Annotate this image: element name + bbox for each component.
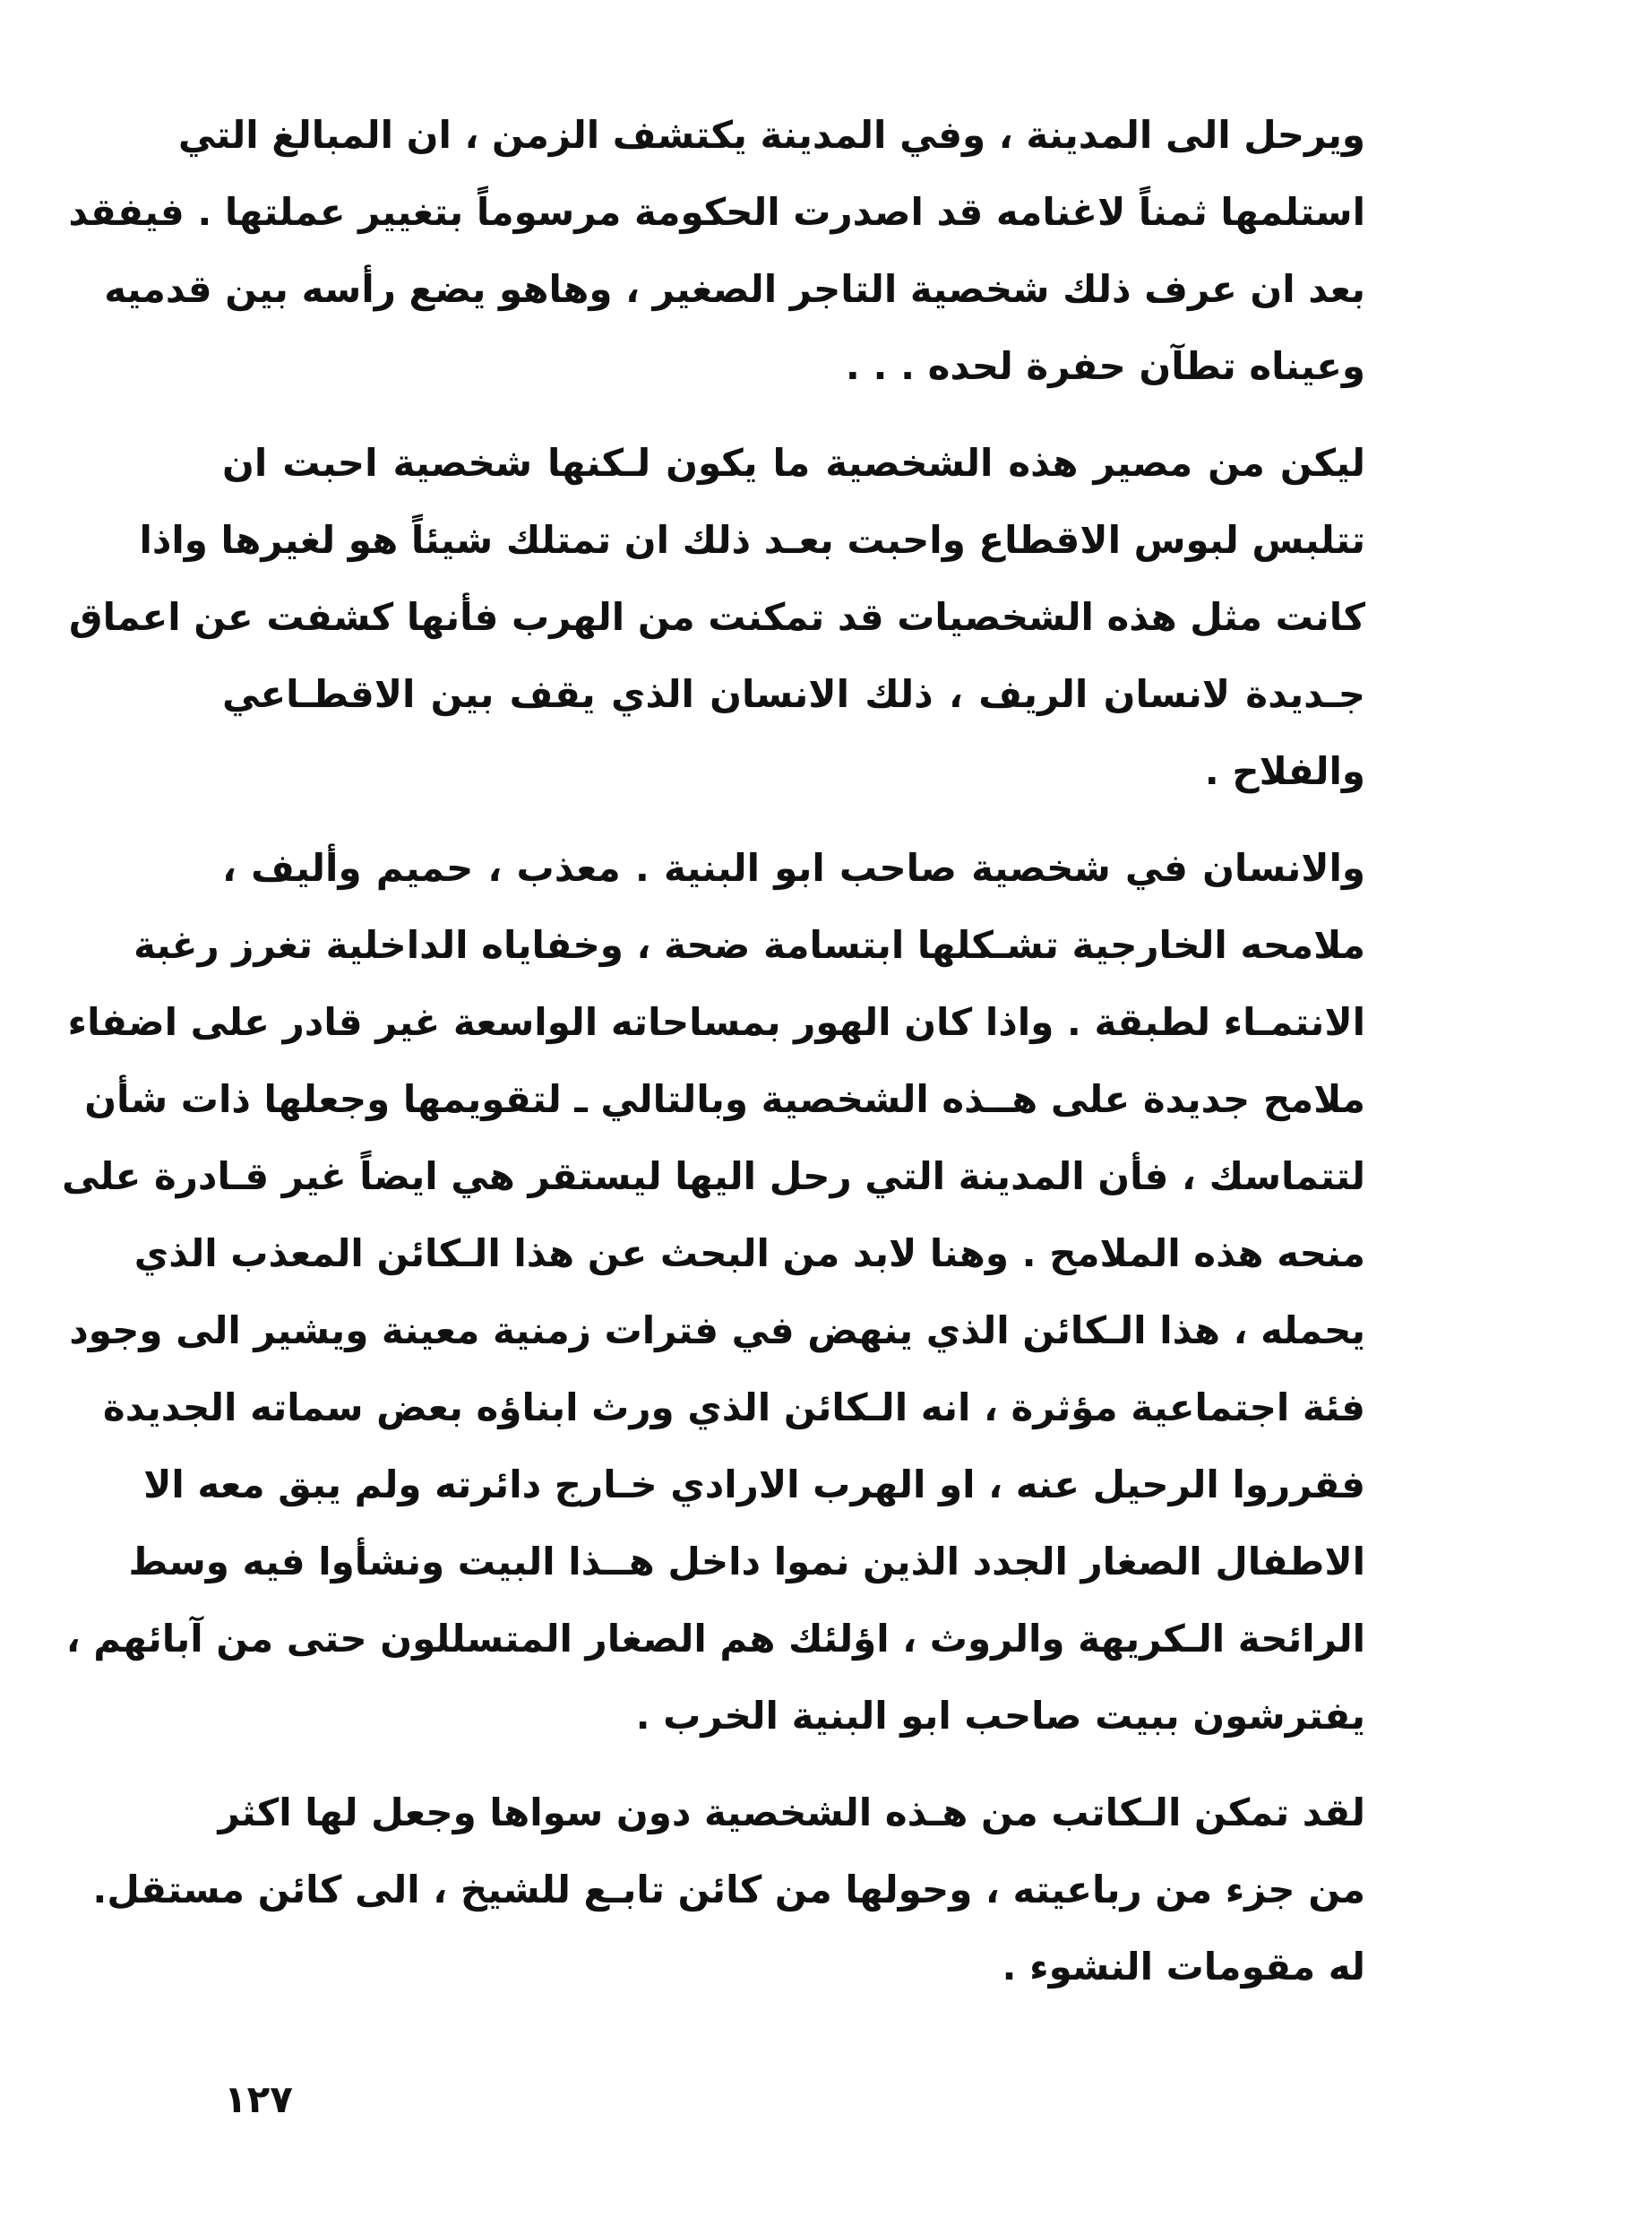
paragraph-2 [69,425,1451,810]
text-line: لقد تمكن الـكاتب من هـذه الشخصية دون سواها وجعل لها اكثر [218,1790,1365,1834]
paragraph-3 [62,830,1451,1755]
body-text [62,97,1451,2025]
text-line: ملامحه الخارجية تشـكلها ابتسامة ضحة ، وخفاياه الداخلية تغرز رغبة [133,923,1365,967]
text-line: استلمها ثمناً لاغنامه قد اصدرت الحكومة مرسوماً بتغيير عملتها . فيفقد [68,190,1365,234]
text-line: ملامح جديدة على هــذه الشخصية وبالتالي ـ لتقويمها وجعلها ذات شأن [84,1077,1365,1121]
text-line: يفترشون ببيت صاحب ابو البنية الخرب . [635,1694,1365,1738]
text-line: الرائحة الـكريهة والروث ، اؤلئك هم الصغار المتسللون حتى من آبائهم ، [65,1617,1365,1661]
text-line: ويرحل الى المدينة ، وفي المدينة يكتشف الزمن ، ان المبالغ التي [177,113,1365,157]
text-line: والانسان في شخصية صاحب ابو البنية . معذب ، حميم وأليف ، [222,846,1365,890]
text-line: وعيناه تطآن حفرة لحده . . . [845,344,1365,388]
text-line: منحه هذه الملامح . وهنا لابد من البحث عن هذا الـكائن المعذب الذي [133,1231,1365,1275]
text-line: فئة اجتماعية مؤثرة ، انه الـكائن الذي ورث ابناؤه بعض سماته الجديدة [102,1385,1365,1429]
text-line: فقرروا الرحيل عنه ، او الهرب الارادي خـارج دائرته ولم يبق معه الا [143,1462,1365,1506]
text-line: كانت مثل هذه الشخصيات قد تمكنت من الهرب فأنها كشفت عن اعماق [69,595,1365,639]
paragraph-1 [68,97,1451,405]
paragraph-4 [92,1774,1451,2006]
text-line: يحمله ، هذا الـكائن الذي ينهض في فترات زمنية معينة ويشير الى وجود [69,1308,1365,1352]
text-line: بعد ان عرف ذلك شخصية التاجر الصغير ، وهاهو يضع رأسه بين قدميه [104,267,1365,311]
text-line: من جزء من رباعيته ، وحولها من كائن تابـع للشيخ ، الى كائن مستقل. [92,1868,1365,1911]
text-line: له مقومات النشوء . [1002,1945,1365,1989]
text-line: ليكن من مصير هذه الشخصية ما يكون لـكنها شخصية احبت ان [222,441,1365,485]
text-line: تتلبس لبوس الاقطاع واحبت بعـد ذلك ان تمتلك شيئاً هو لغيرها واذا [139,518,1365,562]
page-number: ١٢٧ [224,2077,293,2121]
text-line: لتتماسك ، فأن المدينة التي رحل اليها ليستقر هي ايضاً غير قـادرة على [62,1154,1365,1198]
text-line: والفلاح . [1204,749,1365,793]
text-line: جـديدة لانسان الريف ، ذلك الانسان الذي يقف بين الاقطـاعي [222,672,1365,716]
text-line: الانتمـاء لطبقة . واذا كان الهور بمساحاته الواسعة غير قادر على اضفاء [67,1000,1365,1044]
text-line: الاطفال الصغار الجدد الذين نموا داخل هــذا البيت ونشأوا فيه وسط [128,1540,1365,1583]
